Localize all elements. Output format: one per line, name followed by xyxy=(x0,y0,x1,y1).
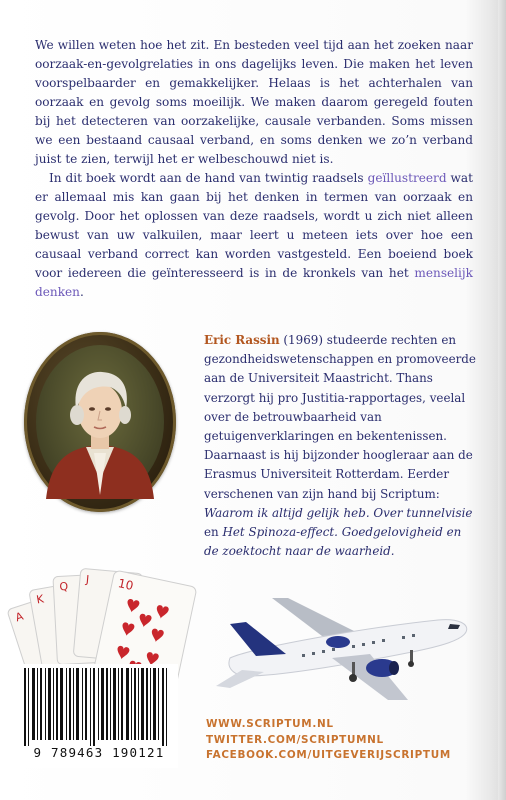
publisher-links xyxy=(206,717,486,764)
portrait-painting xyxy=(36,345,164,499)
blurb-paragraph-2 xyxy=(35,169,473,302)
blurb xyxy=(35,36,473,302)
author-bio-text: (1969) studeerde rechten en gezondheidswetenschappen en promoveerde aan de Universiteit Maastricht. Thans verzorgt hij pro Justitia-rapportages, veelal over de betrouwbaarheid van getuigenverklaringen en bekentenissen. Daarnaast is hij bijzonder hoogleraar aan de Erasmus Universiteit Rotterdam. Eerder verschenen van zijn hand bij Scriptum: xyxy=(204,333,476,501)
blurb-paragraph-1: We willen weten hoe het zit. En besteden veel tijd aan het zoeken naar oorzaak-en-gevolgrelaties in ons dagelijks leven. Die maken het leven voorspelbaarder en gemakkelijker. Helaas is het achterhalen van oorzaak en gevolg soms moeilijk. We maken daarom geregeld fouten bij het detecteren van oorzakelijke, causale verbanden. Soms missen we een bestaand causaal verband, en soms denken we zo’n verband juist te zien, terwijl het er welbeschouwd niet is. xyxy=(35,38,473,166)
twitter-link[interactable]: TWITTER.COM/SCRIPTUMNL xyxy=(206,733,384,746)
cover-edge xyxy=(498,0,506,800)
author-portrait xyxy=(36,345,164,499)
bio-and: en xyxy=(204,525,223,540)
author-name: Eric Rassin xyxy=(204,333,280,347)
blurb-p2-highlight-2: menselijk denken xyxy=(35,266,473,299)
previous-title-2: Het Spinoza-effect. Goedgelovigheid en de zoektocht naar de waarheid. xyxy=(204,525,462,559)
website-link[interactable]: WWW.SCRIPTUM.NL xyxy=(206,718,334,730)
previous-title-1: Waarom ik altijd gelijk heb. Over tunnelvisie xyxy=(204,505,473,520)
svg-text:Q: Q xyxy=(59,579,69,594)
blurb-p2-part-c: . xyxy=(79,285,84,299)
author-bio xyxy=(204,331,476,561)
svg-text:10: 10 xyxy=(116,576,135,593)
barcode-bars xyxy=(18,664,178,744)
airplane-image xyxy=(212,592,474,702)
blurb-p2-part-a: In dit boek wordt aan de hand van twintig raadsels xyxy=(49,171,368,185)
facebook-link[interactable]: FACEBOOK.COM/UITGEVERIJSCRIPTUM xyxy=(206,749,451,762)
blurb-p2-part-b: wat er allemaal mis kan gaan bij het denken in termen van oorzaak en gevolg. Door het oplossen van deze raadsels, wordt u zich niet alleen bewust van uw valkuilen, maar leert u meteen iets over hoe een causaal verband correct kan worden vastgesteld. Een boeiend boek voor iedereen die geïnteresseerd is in de kronkels van het xyxy=(35,171,473,280)
svg-text:K: K xyxy=(35,592,45,607)
svg-text:A: A xyxy=(13,609,26,625)
blurb-p2-highlight-1: geïllustreerd xyxy=(367,171,447,185)
isbn-number: 9 789463 190121 xyxy=(33,745,165,760)
svg-text:J: J xyxy=(85,572,90,587)
